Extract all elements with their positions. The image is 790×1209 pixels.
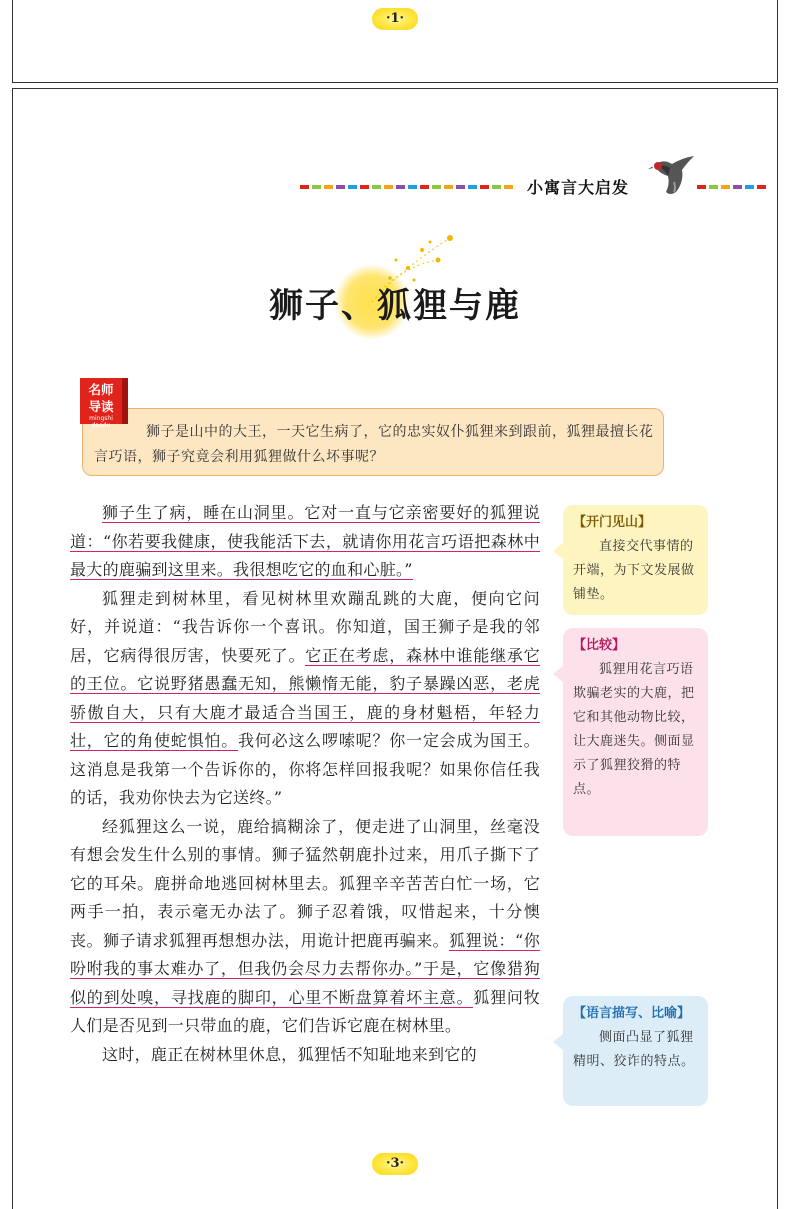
sentence: 这时，鹿正在树林里休息，狐狸恬不知耻地来到它的 <box>102 1044 477 1064</box>
page-number: ·3· <box>372 1153 418 1175</box>
badge-fold <box>122 378 128 424</box>
annotation-note-1 <box>563 505 708 615</box>
header-dashes-left <box>300 185 513 190</box>
sentence: 狐狸走到树林里，看见树林里欢蹦乱跳的大鹿，便向它问好，并说道：“我告诉你一个喜讯。你知道，国王狮子是我的邻居，它病得很厉害，快要死了。 <box>70 588 540 665</box>
sentence: 经狐狸这么一说，鹿给搞糊涂了，便走进了山洞里，丝毫没有想会发生什么别的事情。狮子猛然朝鹿扑过来，用爪子撕下了它的耳朵。鹿拼命地逃回树林里去。狐狸辛辛苦苦白忙一场，它两手一拍，表示毫无办法了。狮子忍着饿，叹惜起来，十分懊丧。狮子请求狐狸再想想办法，用诡计把鹿再骗来。 <box>70 816 540 950</box>
underlined-sentence: 它对一直与它亲密要好的狐狸说道：“你若要我健康，使我能活下去，就请你用花言巧语把森林中最大的鹿骗到这里来。我很想吃它的血和心脏。” <box>70 503 540 579</box>
header-dashes-right <box>697 185 766 190</box>
annotation-note-3 <box>563 996 708 1106</box>
note-title: 【语言描写、比喻】 <box>573 1006 691 1021</box>
note-body: 狐狸用花言巧语欺骗老实的大鹿，把它和其他动物比较，让大鹿迷失。侧面显示了狐狸狡猾的特点。 <box>573 662 695 797</box>
page-title: 狮子、狐狸与鹿 <box>269 286 521 326</box>
sentence: 我何必这么啰嗦呢？你一定会成为国王。这消息是我第一个告诉你的，你将怎样回报我呢？如果你信任我的话，我劝你快去为它送终。” <box>70 731 540 807</box>
story-body <box>70 499 540 1069</box>
badge-pinyin: mingshi daodu <box>89 415 113 429</box>
note-body: 直接交代事情的开端，为下文发展做铺垫。 <box>573 539 695 602</box>
note-title: 【开门见山】 <box>573 515 652 530</box>
note-title: 【比较】 <box>573 638 626 653</box>
bird-icon <box>648 152 700 198</box>
story-paragraph <box>70 585 540 813</box>
sentence: 狐狸问牧人们是否见到一只带血的鹿，它们告诉它鹿在树林里。 <box>70 987 541 1035</box>
teacher-guide-badge <box>80 378 122 429</box>
badge-line-1: 名师 <box>88 382 114 397</box>
intro-text: 狮子是山中的大王，一天它生病了，它的忠实奴仆狐狸来到跟前，狐狸最擅长花言巧语，狮子究竟会利用狐狸做什么坏事呢？ <box>94 424 654 465</box>
story-paragraph <box>70 813 540 1041</box>
series-title: 小寓言大启发 <box>527 178 630 197</box>
story-paragraph <box>70 1041 540 1070</box>
note-body: 侧面凸显了狐狸精明、狡诈的特点。 <box>573 1030 695 1069</box>
story-paragraph <box>70 499 540 585</box>
annotation-note-2 <box>563 628 708 836</box>
underlined-sentence: 狮子生了病，睡在山洞里。 <box>102 503 305 522</box>
top-page-number: ·1· <box>372 8 418 30</box>
underlined-sentence: 它正在考虑，森林中谁能继承它的王位。它说野猪愚蠢无知，熊懒惰无能，豹子暴躁凶恶，老虎骄傲自大，只有大鹿才最适合当国王，鹿的身材魁梧，年轻力壮，它的角使蛇惧怕。 <box>70 645 540 750</box>
badge-line-2: 导读 <box>88 399 114 414</box>
underlined-sentence: 狐狸说：“你吩咐我的事太难办了，但我仍会尽力去帮你办。”于是，它像猎狗似的到处嗅，寻找鹿的脚印，心里不断盘算着坏主意。 <box>70 930 541 1007</box>
